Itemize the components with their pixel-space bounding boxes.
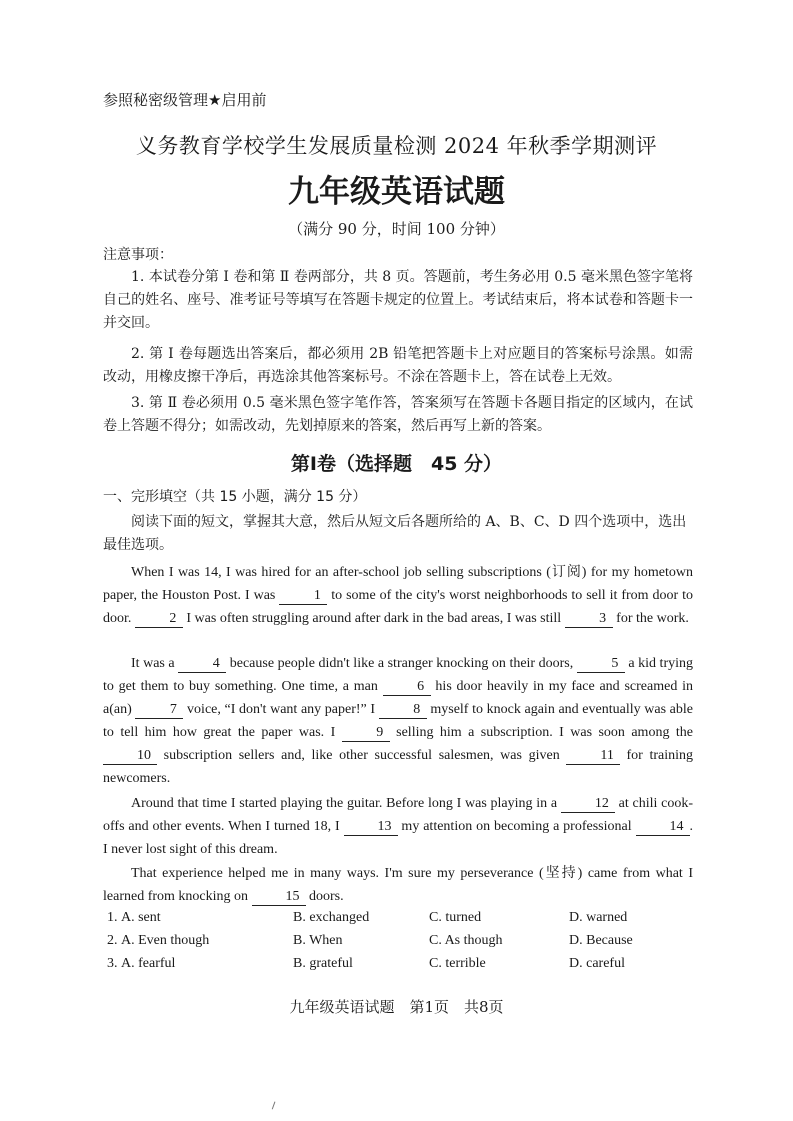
blank-6: 6: [383, 678, 431, 696]
score-time-note: （满分 90 分，时间 100 分钟）: [288, 220, 505, 238]
note-item-3: 3. 第 Ⅱ 卷必须用 0.5 毫米黑色签字笔作答，答案须写在答题卡各题目指定的区域内，在试卷上答题不得分；如需改动，先划掉原来的答案，然后再写上新的答案。: [103, 395, 693, 434]
blank-1: 1: [279, 587, 327, 605]
passage-text: It was a: [131, 656, 179, 671]
blank-4: 4: [178, 655, 226, 673]
option-c: C. terrible: [429, 956, 486, 971]
option-b: B. When: [293, 933, 343, 948]
passage-paragraph: [103, 652, 693, 790]
blank-3: 3: [565, 610, 613, 628]
blank-2: 2: [135, 610, 183, 628]
page-title: 九年级英语试题: [288, 174, 505, 210]
confidentiality-label: 参照秘密级管理★启用前: [103, 91, 267, 109]
section-heading: 一、完形填空（共 15 小题，满分 15 分）: [103, 489, 367, 505]
notes-heading: 注意事项：: [103, 247, 173, 263]
option-b: B. exchanged: [293, 910, 370, 925]
passage-paragraph: [103, 561, 693, 630]
blank-13: 13: [344, 818, 398, 836]
note-item-1: 1. 本试卷分第 Ⅰ 卷和第 Ⅱ 卷两部分，共 8 页。答题前，考生务必用 0.5 毫米黑色签字笔将自己的姓名、座号、准考证号等填写在答题卡规定的位置上。考试结束后，将本试卷和答题卡一并交回。: [103, 269, 693, 331]
passage-text: subscription sellers and, like other successful salesmen, was given: [157, 748, 567, 763]
blank-12: 12: [561, 795, 615, 813]
passage-text: to some of the city's worst neighborhoods to sell it from door to door.: [103, 588, 694, 626]
blank-11: 11: [566, 747, 619, 765]
blank-9: 9: [342, 724, 390, 742]
option-a: A. sent: [121, 910, 161, 925]
passage-text: for training newcomers.: [103, 748, 693, 786]
question-number: 1.: [107, 910, 118, 925]
blank-14: 14: [636, 818, 690, 836]
passage-text: voice, “I don't want any paper!” I: [183, 702, 379, 717]
passage-text: doors.: [305, 889, 344, 904]
blank-7: 7: [135, 701, 183, 719]
part-one-title: 第Ⅰ卷（选择题 45 分）: [290, 453, 503, 475]
passage-text: Around that time I started playing the guitar. Before long I was playing in a: [131, 796, 561, 811]
option-a: A. fearful: [121, 956, 176, 971]
option-c: C. As though: [429, 933, 503, 948]
passage-text: my attention on becoming a professional: [397, 819, 636, 834]
scan-mark: [272, 1102, 278, 1111]
blank-5: 5: [577, 655, 625, 673]
blank-15: 15: [252, 888, 306, 906]
passage-text: because people didn't like a stranger knocking on their doors,: [226, 656, 577, 671]
option-d: D. warned: [569, 910, 628, 925]
option-d: D. careful: [569, 956, 625, 971]
option-a: A. Even though: [121, 933, 210, 948]
blank-8: 8: [379, 701, 427, 719]
option-d: D. Because: [569, 933, 633, 948]
exam-name: 义务教育学校学生发展质量检测 2024 年秋季学期测评: [135, 134, 658, 158]
passage-text: When I was 14, I was hired for an after-school job selling subscriptions (订阅) for my hometown paper, the Houston Post. I was: [103, 565, 693, 603]
passage-text: for the work.: [612, 611, 689, 626]
page-footer: 九年级英语试题 第1页 共8页: [289, 998, 504, 1016]
passage-text: a kid trying to get them to buy something. One time, a man: [103, 656, 694, 694]
passage-paragraph: [103, 862, 693, 908]
passage-text: at chili cook-offs and other events. When I turned 18, I: [103, 796, 693, 834]
passage-text: myself to knock again and eventually was able to tell him how great the paper was. I: [103, 702, 693, 740]
option-b: B. grateful: [293, 956, 353, 971]
passage-text: selling him a subscription. I was soon among the: [389, 725, 693, 740]
passage-text: I was often struggling around after dark in the bad areas, I was still: [182, 611, 565, 626]
blank-10: 10: [103, 747, 157, 765]
passage-text: . I never lost sight of this dream.: [103, 819, 693, 857]
option-c: C. turned: [429, 910, 482, 925]
passage-text: That experience helped me in many ways. I'm sure my perseverance (坚持) came from what I learned from knocking on: [103, 866, 693, 904]
section-instruction: 阅读下面的短文，掌握其大意，然后从短文后各题所给的 A、B、C、D 四个选项中，选出最佳选项。: [103, 514, 687, 553]
note-item-2: 2. 第 Ⅰ 卷每题选出答案后，都必须用 2B 铅笔把答题卡上对应题目的答案标号涂黑。如需改动，用橡皮擦干净后，再选涂其他答案标号。不涂在答题卡上，答在试卷上无效。: [103, 346, 693, 385]
question-number: 2.: [107, 933, 118, 948]
passage-text: his door heavily in my face and screamed in a(an): [103, 679, 694, 717]
question-number: 3.: [107, 956, 118, 971]
passage-paragraph: [103, 792, 693, 861]
